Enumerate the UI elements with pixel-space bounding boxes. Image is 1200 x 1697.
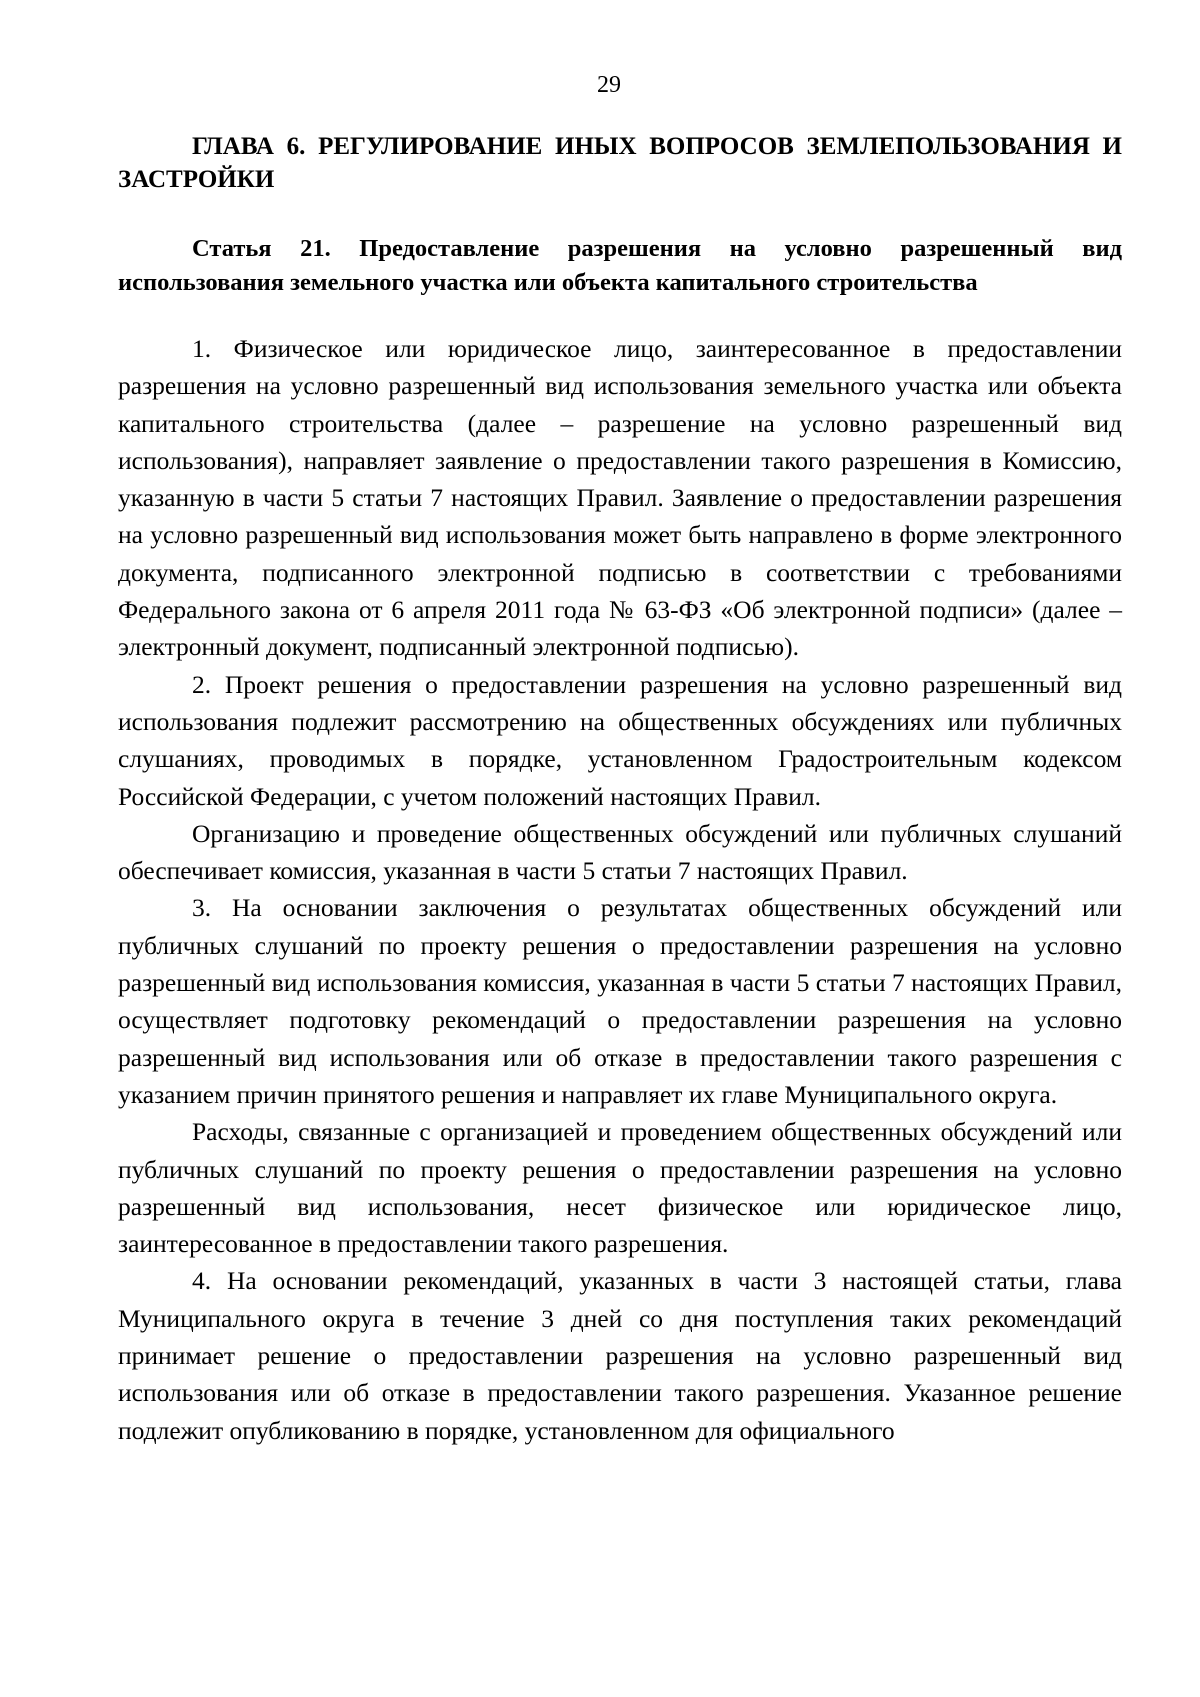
paragraph-2-continued: Организацию и проведение общественных обсуждений или публичных слушаний обеспечивает комиссия, указанная в части 5 статьи 7 настоящих Правил. [118, 818, 1122, 886]
page-number: 29 [597, 72, 621, 98]
paragraph-1: 1. Физическое или юридическое лицо, заинтересованное в предоставлении разрешения на условно разрешенный вид использования земельного участка или объекта капитального строительства (далее – разрешение на условно разрешенный вид использования), направляет заявление о предоставлении такого разрешения в Комиссию, указанную в части 5 статьи 7 настоящих Правил. Заявление о предоставлении разрешения на условно разрешенный вид использования может быть направлено в форме электронного документа, подписанного электронной подписью в соответствии с требованиями Федерального закона от 6 апреля 2011 года № 63-ФЗ «Об электронной подписи» (далее – электронный документ, подписанный электронной подписью). [118, 334, 1122, 662]
article-title: Статья 21. Предоставление разрешения на условно разрешенный вид использования земельного участка или объекта капитального строительства [118, 235, 1122, 296]
article-body [118, 330, 1122, 1449]
paragraph-2: 2. Проект решения о предоставлении разрешения на условно разрешенный вид использования подлежит рассмотрению на общественных обсуждениях или публичных слушаниях, проводимых в порядке, установленном Градостроительным кодексом Российской Федерации, с учетом положений настоящих Правил. [118, 669, 1122, 811]
chapter-title: ГЛАВА 6. РЕГУЛИРОВАНИЕ ИНЫХ ВОПРОСОВ ЗЕМЛЕПОЛЬЗОВАНИЯ И ЗАСТРОЙКИ [118, 133, 1122, 193]
document-page [118, 70, 1122, 1449]
paragraph-3-continued: Расходы, связанные с организацией и проведением общественных обсуждений или публичных слушаний по проекту решения о предоставлении разрешения на условно разрешенный вид использования, несет физическое или юридическое лицо, заинтересованное в предоставлении такого разрешения. [118, 1117, 1122, 1259]
paragraph-4: 4. На основании рекомендаций, указанных в части 3 настоящей статьи, глава Муниципального округа в течение 3 дней со дня поступления таких рекомендаций принимает решение о предоставлении разрешения на условно разрешенный вид использования или об отказе в предоставлении такого разрешения. Указанное решение подлежит опубликованию в порядке, установленном для официального [118, 1266, 1122, 1445]
paragraph-3: 3. На основании заключения о результатах общественных обсуждений или публичных слушаний по проекту решения о предоставлении разрешения на условно разрешенный вид использования комиссия, указанная в части 5 статьи 7 настоящих Правил, осуществляет подготовку рекомендаций о предоставлении разрешения на условно разрешенный вид использования или об отказе в предоставлении такого разрешения с указанием причин принятого решения и направляет их главе Муниципального округа. [118, 893, 1122, 1109]
